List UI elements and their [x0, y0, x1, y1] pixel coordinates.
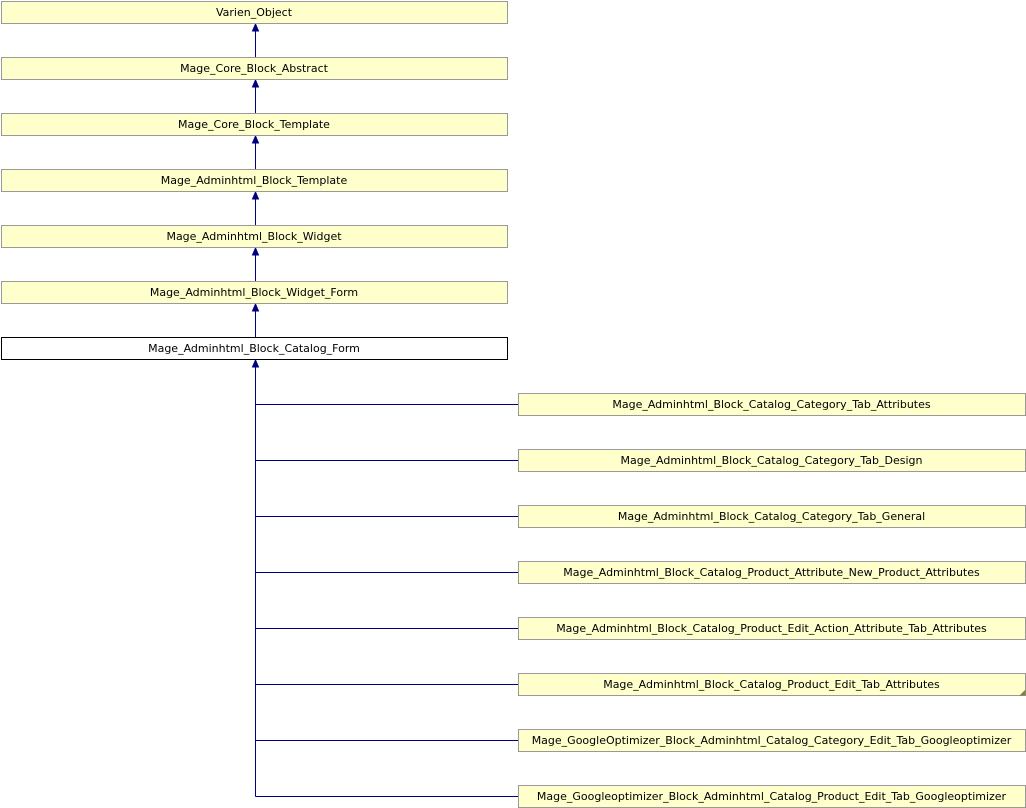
ancestor-class-node-label: Mage_Core_Block_Abstract — [180, 62, 328, 75]
child-class-node[interactable] — [519, 730, 1026, 752]
inheritance-arrowhead — [253, 192, 259, 199]
ancestor-class-node-label: Mage_Adminhtml_Block_Widget — [166, 230, 342, 243]
child-class-node-label: Mage_Adminhtml_Block_Catalog_Product_Edit_Action_Attribute_Tab_Attributes — [556, 622, 987, 635]
current-class-node-label: Mage_Adminhtml_Block_Catalog_Form — [148, 342, 360, 355]
edges — [253, 24, 519, 797]
child-class-node[interactable] — [519, 450, 1026, 472]
ancestor-class-node[interactable] — [2, 2, 508, 24]
child-class-node[interactable] — [519, 506, 1026, 528]
ancestor-class-node-label: Mage_Adminhtml_Block_Widget_Form — [149, 286, 359, 299]
inheritance-arrowhead — [253, 248, 259, 255]
child-class-node[interactable] — [519, 674, 1026, 696]
child-class-node-label: Mage_Adminhtml_Block_Catalog_Category_Tab_General — [617, 510, 926, 523]
ancestor-class-node[interactable] — [2, 170, 508, 192]
ancestor-class-node[interactable] — [2, 114, 508, 136]
child-class-node-label: Mage_Adminhtml_Block_Catalog_Category_Tab_Attributes — [612, 398, 931, 411]
child-class-node-label: Mage_Adminhtml_Block_Catalog_Product_Attribute_New_Product_Attributes — [563, 566, 980, 579]
ancestor-class-node-label: Varien_Object — [215, 6, 293, 19]
inheritance-arrowhead — [253, 80, 259, 87]
child-class-node-label: Mage_GoogleOptimizer_Block_Adminhtml_Catalog_Category_Edit_Tab_Googleoptimizer — [531, 734, 1012, 747]
child-class-node[interactable] — [519, 394, 1026, 416]
child-class-node-label: Mage_Googleoptimizer_Block_Adminhtml_Catalog_Product_Edit_Tab_Googleoptimizer — [536, 790, 1007, 803]
child-class-node-label: Mage_Adminhtml_Block_Catalog_Category_Tab_Design — [620, 454, 923, 467]
child-class-node-label: Mage_Adminhtml_Block_Catalog_Product_Edit_Tab_Attributes — [603, 678, 940, 691]
ancestor-class-node[interactable] — [2, 58, 508, 80]
child-class-node[interactable] — [519, 618, 1026, 640]
ancestor-class-node[interactable] — [2, 282, 508, 304]
ancestor-class-node-label: Mage_Core_Block_Template — [178, 118, 330, 131]
child-class-node[interactable] — [519, 562, 1026, 584]
inheritance-arrowhead — [253, 24, 259, 31]
children-arrowhead — [253, 360, 259, 367]
child-class-node[interactable] — [519, 786, 1026, 808]
ancestor-class-node[interactable] — [2, 226, 508, 248]
inheritance-arrowhead — [253, 304, 259, 311]
inheritance-arrowhead — [253, 136, 259, 143]
ancestor-class-node-label: Mage_Adminhtml_Block_Template — [160, 174, 348, 187]
current-class-node[interactable] — [2, 338, 508, 360]
